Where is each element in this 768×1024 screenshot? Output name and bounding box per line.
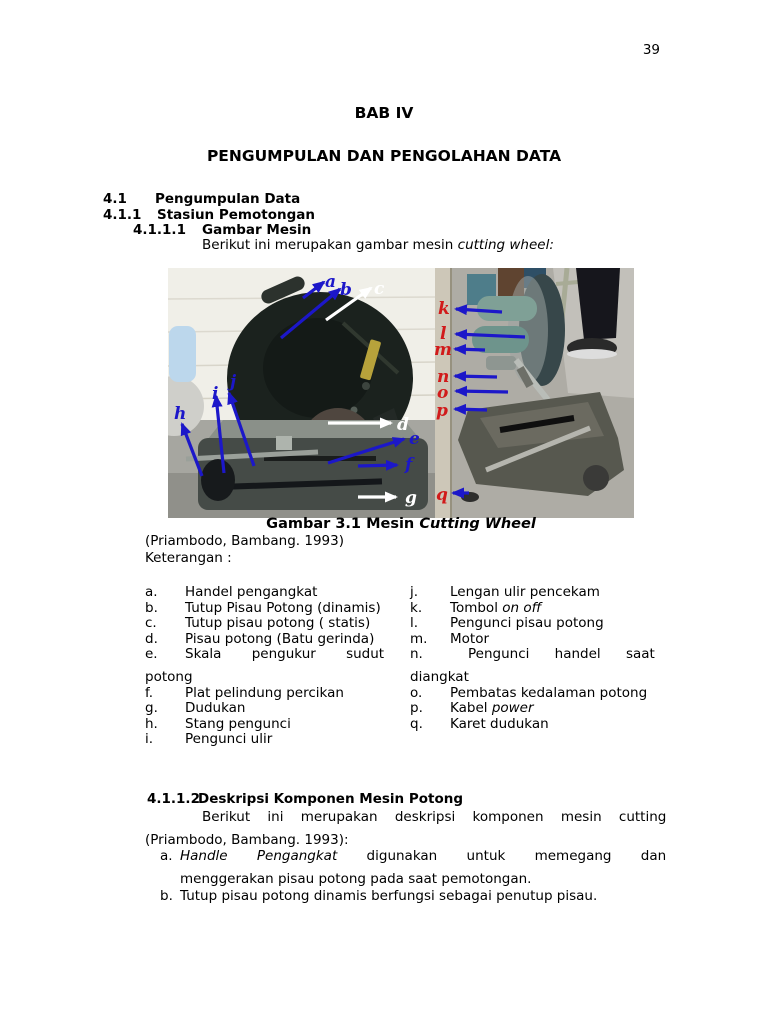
list-item	[410, 647, 655, 663]
label-h: h	[174, 404, 187, 424]
item-letter: h.	[145, 716, 158, 732]
item-letter: d.	[145, 631, 158, 647]
machine-photo-figure	[168, 268, 634, 518]
label-j: j	[230, 372, 237, 392]
page-title: PENGUMPULAN DAN PENGOLAHAN DATA	[206, 147, 562, 165]
figure-caption-italic: Cutting Wheel	[419, 516, 536, 532]
item-text: Kabel	[450, 700, 492, 716]
section-4-1-1-2-title: Deskripsi Komponen Mesin Potong	[198, 791, 464, 807]
label-k: k	[438, 299, 450, 319]
description-item-b	[160, 889, 597, 905]
item-text: Lengan ulir pencekam	[450, 584, 600, 600]
item-text: Pembatas kedalaman potong	[450, 685, 648, 701]
label-d: d	[397, 415, 409, 435]
arrow-m	[455, 349, 485, 350]
intro-line	[202, 238, 554, 254]
label-n: n	[437, 367, 450, 387]
item-letter: p.	[410, 700, 423, 716]
figure-caption-text: Gambar 3.1 Mesin	[266, 516, 420, 532]
list-item	[410, 585, 600, 601]
section-4-1-1-1-number: 4.1.1.1	[133, 222, 186, 238]
item-letter: f.	[145, 685, 154, 701]
item-text: Pengunci ulir	[185, 731, 273, 747]
item-letter: m.	[410, 631, 428, 647]
item-marker: b.	[160, 888, 173, 904]
intro-text: Berikut ini merupakan gambar mesin	[202, 237, 458, 253]
item-letter: c.	[145, 615, 157, 631]
label-f: f	[405, 455, 413, 475]
item-text: Tutup Pisau Potong (dinamis)	[185, 600, 381, 616]
label-e: e	[409, 429, 420, 449]
section-4-1-title: Pengumpulan Data	[155, 191, 301, 207]
list-item-continuation: diangkat	[410, 669, 469, 685]
item-text: Pengunci handel saat	[468, 646, 655, 662]
description-line-1: Berikut ini merupakan deskripsi komponen mesin cutting	[202, 809, 667, 825]
item-text: Pisau potong (Batu gerinda)	[185, 631, 375, 647]
item-letter: j.	[410, 584, 419, 600]
arrow-f	[358, 465, 397, 466]
label-m: m	[434, 340, 452, 360]
list-item	[145, 616, 370, 632]
description-line-2: (Priambodo, Bambang. 1993):	[145, 832, 349, 848]
list-item	[410, 701, 534, 717]
label-b: b	[340, 280, 352, 300]
item-a-italic: Handle Pengangkat	[180, 848, 338, 864]
list-item-continuation: potong	[145, 669, 193, 685]
page-number: 39	[642, 42, 660, 58]
item-text: Stang pengunci	[185, 716, 291, 732]
label-g: g	[405, 488, 417, 508]
list-item	[145, 585, 317, 601]
description-item-a-continuation: menggerakan pisau potong pada saat pemotongan.	[180, 871, 532, 887]
item-letter: k.	[410, 600, 423, 616]
item-marker: a.	[160, 848, 173, 864]
section-4-1-1-2	[147, 792, 463, 808]
item-text: Tutup pisau potong ( statis)	[185, 615, 371, 631]
section-4-1	[103, 192, 300, 208]
machine-photo-canvas	[168, 268, 634, 518]
label-c: c	[374, 279, 385, 299]
item-text: Tombol	[450, 600, 503, 616]
section-4-1-1-1-title: Gambar Mesin	[202, 222, 312, 238]
item-letter: l.	[410, 615, 419, 631]
item-a-rest: digunakan untuk memegang dan	[337, 848, 667, 864]
item-letter: i.	[145, 731, 154, 747]
description-item-a	[160, 849, 666, 865]
list-item	[145, 701, 246, 717]
item-text: Handel pengangkat	[185, 584, 318, 600]
item-letter: a.	[145, 584, 158, 600]
right-photo	[435, 268, 634, 518]
left-photo	[168, 268, 435, 518]
item-text: Motor	[450, 631, 490, 647]
item-letter: n.	[410, 646, 423, 662]
arrow-p	[455, 409, 487, 410]
list-item	[410, 616, 604, 632]
item-text: Dudukan	[185, 700, 246, 716]
label-l: l	[440, 324, 447, 344]
intro-italic: cutting wheel:	[457, 237, 554, 253]
keterangan-label: Keterangan :	[145, 550, 232, 566]
label-q: q	[436, 485, 448, 505]
item-text-italic: power	[491, 700, 534, 716]
section-4-1-1-number: 4.1.1	[103, 207, 142, 223]
list-item	[410, 717, 549, 733]
list-item	[145, 732, 272, 748]
item-b-text: Tutup pisau potong dinamis berfungsi sebagai penutup pisau.	[180, 888, 598, 904]
chapter-heading: BAB IV	[354, 104, 414, 122]
section-4-1-1-title: Stasiun Pemotongan	[157, 207, 315, 223]
item-text: Karet dudukan	[450, 716, 549, 732]
item-letter: b.	[145, 600, 158, 616]
label-p: p	[436, 401, 448, 421]
label-i: i	[212, 384, 219, 404]
item-text: Skala pengukur sudut	[185, 646, 385, 662]
item-text: Plat pelindung percikan	[185, 685, 344, 701]
item-letter: o.	[410, 685, 423, 701]
item-text: Pengunci pisau potong	[450, 615, 604, 631]
label-o: o	[437, 383, 449, 403]
label-a: a	[325, 272, 337, 292]
list-item	[145, 647, 384, 663]
section-4-1-1-2-number: 4.1.1.2	[147, 791, 200, 807]
arrow-o	[456, 391, 508, 392]
item-letter: q.	[410, 716, 423, 732]
arrow-n	[455, 376, 497, 377]
item-letter: e.	[145, 646, 158, 662]
figure-caption	[168, 516, 634, 533]
section-4-1-number: 4.1	[103, 191, 127, 207]
figure-attribution: (Priambodo, Bambang. 1993)	[145, 533, 344, 549]
item-text-italic: on off	[502, 600, 542, 616]
item-letter: g.	[145, 700, 158, 716]
